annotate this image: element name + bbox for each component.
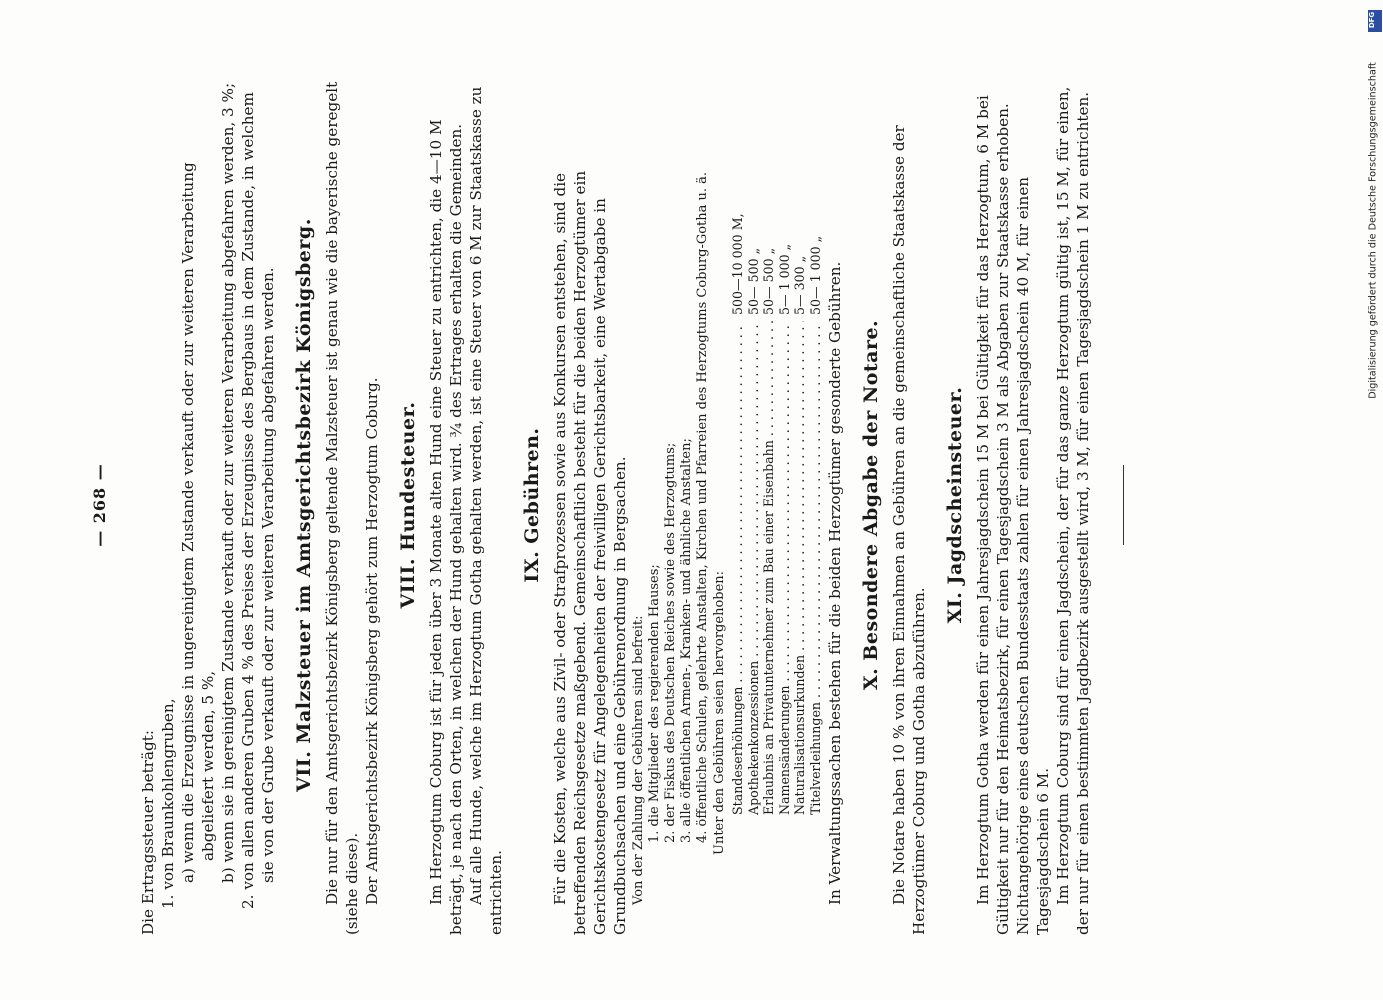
fee-amount: 50— 500 „	[745, 247, 761, 315]
fee-label: Erlaubnis an Privatunternehmer zum Bau einer Eisenbahn . . .	[761, 321, 777, 815]
exempt-item-3: 3. alle öffentlichen Armen-, Kranken- und ähnliche Anstalten;	[679, 438, 694, 843]
fees-table	[730, 75, 823, 815]
list-item-1: 1. von Braunkohlengruben,	[159, 698, 177, 909]
list-item-1a: a) wenn die Erzeugnisse in ungereinigtem Zustande verkauft oder zur weiteren Verarbeitung abgeliefert werden, 5 %,	[179, 162, 217, 883]
sec10-paragraph-1: Die Notare haben 10 % von ihren Einnahmen an Gebühren an die gemeinschaftliche Staatskasse der Herzogtümer Coburg und Gotha abzuführen.	[890, 125, 928, 935]
rotated-page-content	[90, 75, 1240, 935]
page-number: — 268 —	[90, 463, 109, 547]
fee-label: Namensänderungen . . .	[777, 321, 793, 815]
intro-text: Die Ertragssteuer beträgt:	[139, 730, 157, 935]
fee-row	[777, 195, 793, 815]
fee-amount: 5— 300 „	[792, 255, 807, 315]
exempt-item-1: 1. die Mitglieder des regierenden Hauses;	[647, 564, 662, 843]
fee-amount: 5— 1 000 „	[776, 243, 792, 315]
fee-label: Naturalisationsurkunden . . .	[792, 321, 808, 815]
sec7-paragraph-2: Der Amtsgerichtsbezirk Königsberg gehört zum Herzogtum Coburg.	[363, 377, 381, 905]
sec11-paragraph-2: Im Herzogtum Coburg sind für einen Jagdschein, der für das ganze Herzogtum gültig ist, 15 M, für einen, der nur für einen bestimmten Jagdbezirk ausgestellt wird, 3 M, für einen Tagesjagdschein 1 M zu entrichten.	[1054, 86, 1092, 935]
sec9-exempt-intro: Von der Zahlung der Gebühren sind befreit:	[631, 615, 646, 905]
section-heading-viii: VIII. Hundesteuer.	[397, 401, 419, 609]
fee-amount: 50— 1 000 „	[807, 235, 823, 315]
fee-row	[808, 195, 824, 815]
fee-row	[746, 195, 762, 815]
fee-label: Standeserhöhungen . . .	[730, 321, 746, 815]
fee-amount: 500—10 000 M,	[730, 213, 745, 315]
sec8-paragraph-2: Auf alle Hunde, welche im Herzogtum Gotha gehalten werden, ist eine Steuer von 6 M zur Staatskasse zu entrichten.	[467, 86, 505, 935]
sec9-paragraph-last: In Verwaltungssachen bestehen für die beiden Herzogtümer gesonderte Gebühren.	[826, 261, 844, 905]
section-heading-x: X. Besondere Abgabe der Notare.	[860, 319, 882, 691]
list-item-1b: b) wenn sie in gereinigtem Zustande verkauft oder zur weiteren Verarbeitung abgefahren werden, 3 %;	[219, 82, 237, 883]
funding-sidebar	[1367, 10, 1382, 399]
fee-row	[761, 195, 777, 815]
fee-label: Titelverleihungen . . .	[808, 321, 824, 815]
fee-amount: 50— 500 „	[761, 247, 776, 315]
section-heading-xi: XI. Jagdscheinsteuer.	[944, 386, 966, 624]
page-body	[90, 75, 1124, 935]
sec11-paragraph-1: Im Herzogtum Gotha werden für einen Jahresjagdschein 15 M bei Gültigkeit für das Herzogtum, 6 M bei Gültigkeit nur für den Heimatsbezirk, für einen Tagesjagdschein 3 M als Abgaben zur Staatskasse erhoben. Nichtangehörige eines deutschen Bundesstaats zahlen für einen Jahresjagdschein 40 M, für einen Tagesjagdschein 6 M.	[974, 95, 1052, 935]
sec9-paragraph-1: Für die Kosten, welche aus Zivil- oder Strafprozessen sowie aus Konkursen entstehen, sind die betreffenden Reichsgesetze maßgebend. Gemeinschaftlich besteht für die beiden Herzogtümer ein Gerichtskostengesetz für Angelegenheiten der freiwilligen Gerichtsbarkeit, eine Wertabgabe in Grundbuchsachen und eine Gebührenordnung in Bergsachen.	[551, 170, 629, 935]
exempt-item-4: 4. öffentliche Schulen, gelehrte Anstalten, Kirchen und Pfarreien des Herzogtums Coburg-Gotha u. ä.	[695, 171, 710, 843]
funding-notice: Digitalisierung gefördert durch die Deutsche Forschungsgemeinschaft	[1367, 62, 1379, 399]
dfg-logo-icon: DFG	[1368, 10, 1382, 32]
section-heading-vii: VII. Malzsteuer im Amtsgerichtsbezirk Königsberg.	[293, 218, 315, 792]
fee-row	[792, 195, 808, 815]
section-heading-ix: IX. Gebühren.	[521, 427, 543, 583]
fee-row	[730, 195, 746, 815]
fees-intro: Unter den Gebühren seien hervorgehoben:	[712, 570, 727, 855]
closing-rule	[1123, 465, 1124, 545]
fee-label: Apothekenkonzessionen . . .	[746, 321, 762, 815]
exempt-item-2: 2. der Fiskus des Deutschen Reiches sowie des Herzogtums;	[663, 442, 678, 843]
list-item-2: 2. von allen anderen Gruben 4 % des Preises der Erzeugnisse des Bergbaus in dem Zustande, in welchem sie von der Grube verkauft oder zur weiteren Verarbeitung abgefahren werden.	[239, 92, 277, 909]
sec8-paragraph-1: Im Herzogtum Coburg ist für jeden über 3 Monate alten Hund eine Steuer zu entrichten, die 4—10 M beträgt, je nach den Orten, in welchen der Hund gehalten wird. ¾ des Ertrages erhalten die Gemeinden.	[427, 119, 465, 935]
sec7-paragraph-1: Die nur für den Amtsgerichtsbezirk Königsberg geltende Malzsteuer ist genau wie die bayerische geregelt (siehe diese).	[323, 81, 361, 935]
